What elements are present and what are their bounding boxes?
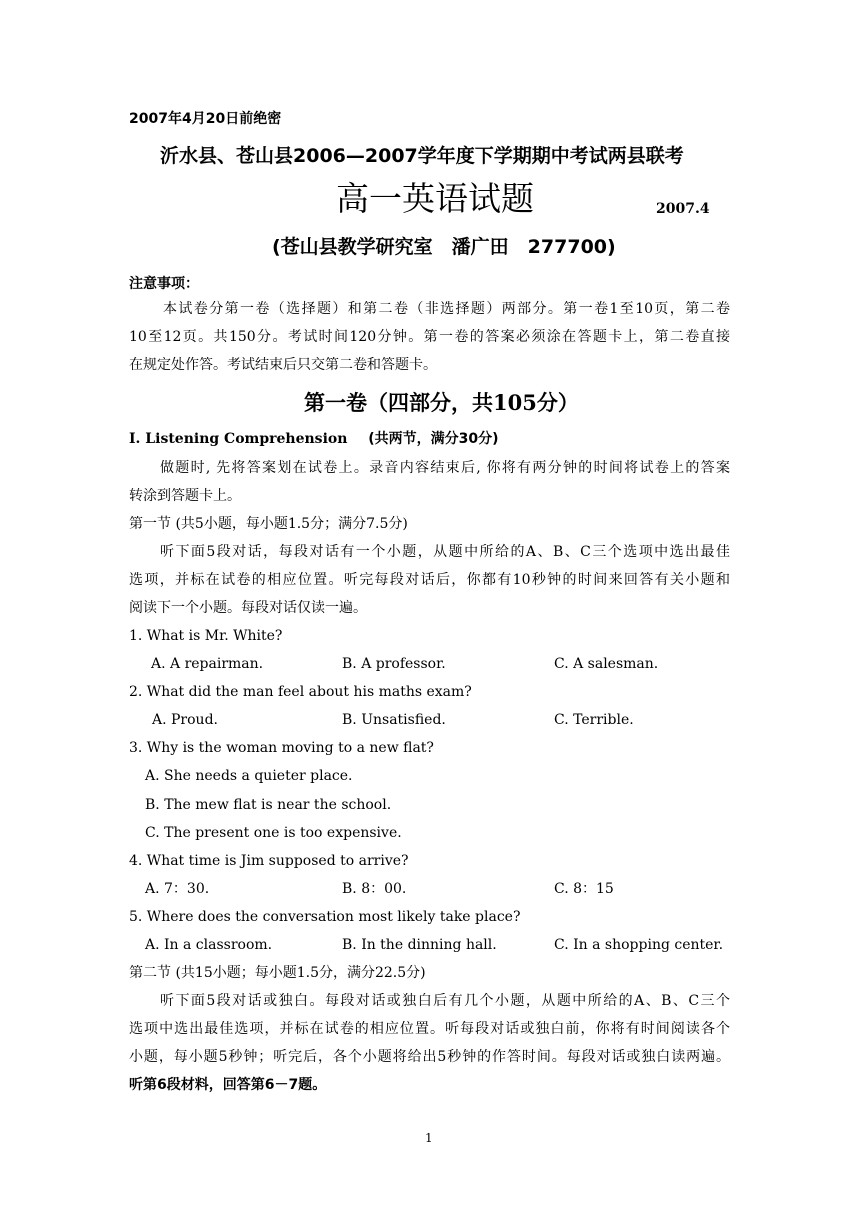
notice-line-1: 本试卷分第一卷（选择题）和第二卷（非选择题）两部分。第一卷1至10页，第二卷 bbox=[163, 301, 730, 317]
subject-title: 高一英语试题 bbox=[336, 179, 534, 218]
part2-line-3: 小题，每小题5秒钟；听完后，各个小题将给出5秒钟的作答时间。每段对话或独白读两遍。 bbox=[129, 1049, 730, 1065]
option-b: B. The mew flat is near the school. bbox=[145, 797, 392, 813]
option-a: A. 7：30. bbox=[145, 881, 210, 897]
author-line: (苍山县教学研究室 潘广田 277700) bbox=[272, 236, 616, 258]
volume-title: 第一卷（四部分，共105分） bbox=[304, 390, 579, 415]
question-stem: 1. What is Mr. White? bbox=[129, 628, 283, 644]
option-a: A. Proud. bbox=[152, 712, 218, 728]
option-b: B. Unsatisfied. bbox=[342, 712, 446, 728]
option-a: A. In a classroom. bbox=[145, 937, 273, 953]
option-c: C. The present one is too expensive. bbox=[145, 825, 402, 841]
intro-line-1: 做题时, 先将答案划在试卷上。录音内容结束后, 你将有两分钟的时间将试卷上的答案 bbox=[160, 460, 730, 476]
option-c: C. A salesman. bbox=[554, 656, 659, 672]
notice-line-2: 10至12页。共150分。考试时间120分钟。第一卷的答案必须涂在答题卡上，第二卷直接 bbox=[129, 329, 730, 345]
secret-note: 2007年4月20日前绝密 bbox=[129, 111, 282, 127]
option-c: C. Terrible. bbox=[554, 712, 634, 728]
part2-line-2: 选项中选出最佳选项，并标在试卷的相应位置。听每段对话或独白前，你将有时间阅读各个 bbox=[129, 1021, 730, 1037]
notice-line-3: 在规定处作答。考试结束后只交第二卷和答题卡。 bbox=[129, 357, 437, 373]
question-stem: 5. Where does the conversation most likely take place? bbox=[129, 909, 521, 925]
option-b: B. In the dinning hall. bbox=[342, 937, 497, 953]
option-c: C. 8：15 bbox=[554, 881, 614, 897]
option-c: C. In a shopping center. bbox=[554, 937, 724, 953]
exam-title: 沂水县、苍山县2006—2007学年度下学期期中考试两县联考 bbox=[160, 145, 684, 167]
part1-line-1: 听下面5段对话，每段对话有一个小题，从题中所给的A、B、C三个选项中选出最佳 bbox=[160, 544, 730, 560]
option-b: B. 8：00. bbox=[342, 881, 407, 897]
page-number: 1 bbox=[425, 1131, 433, 1145]
section-score: (共两节，满分30分) bbox=[368, 431, 499, 447]
section-heading bbox=[129, 429, 499, 449]
question-stem: 3. Why is the woman moving to a new flat? bbox=[129, 740, 434, 756]
part1-line-2: 选项，并标在试卷的相应位置。听完每段对话后，你都有10秒钟的时间来回答有关小题和 bbox=[129, 572, 730, 588]
option-b: B. A professor. bbox=[342, 656, 446, 672]
part2-heading: 第二节 (共15小题；每小题1.5分，满分22.5分) bbox=[129, 965, 426, 981]
option-a: A. She needs a quieter place. bbox=[145, 768, 353, 784]
exam-date: 2007.4 bbox=[656, 201, 710, 217]
intro-line-2: 转涂到答题卡上。 bbox=[129, 488, 241, 504]
part1-heading: 第一节 (共5小题，每小题1.5分；满分7.5分) bbox=[129, 516, 408, 532]
part2-line-1: 听下面5段对话或独白。每段对话或独白后有几个小题，从题中所给的A、B、C三个 bbox=[160, 993, 730, 1009]
notice-heading: 注意事项： bbox=[129, 276, 199, 292]
part1-line-3: 阅读下一个小题。每段对话仅读一遍。 bbox=[129, 600, 367, 616]
material-heading: 听第6段材料，回答第6－7题。 bbox=[129, 1077, 327, 1093]
question-stem: 4. What time is Jim supposed to arrive? bbox=[129, 853, 409, 869]
section-heading-text: I. Listening Comprehension bbox=[129, 431, 348, 447]
option-a: A. A repairman. bbox=[151, 656, 264, 672]
question-stem: 2. What did the man feel about his maths exam? bbox=[129, 684, 472, 700]
